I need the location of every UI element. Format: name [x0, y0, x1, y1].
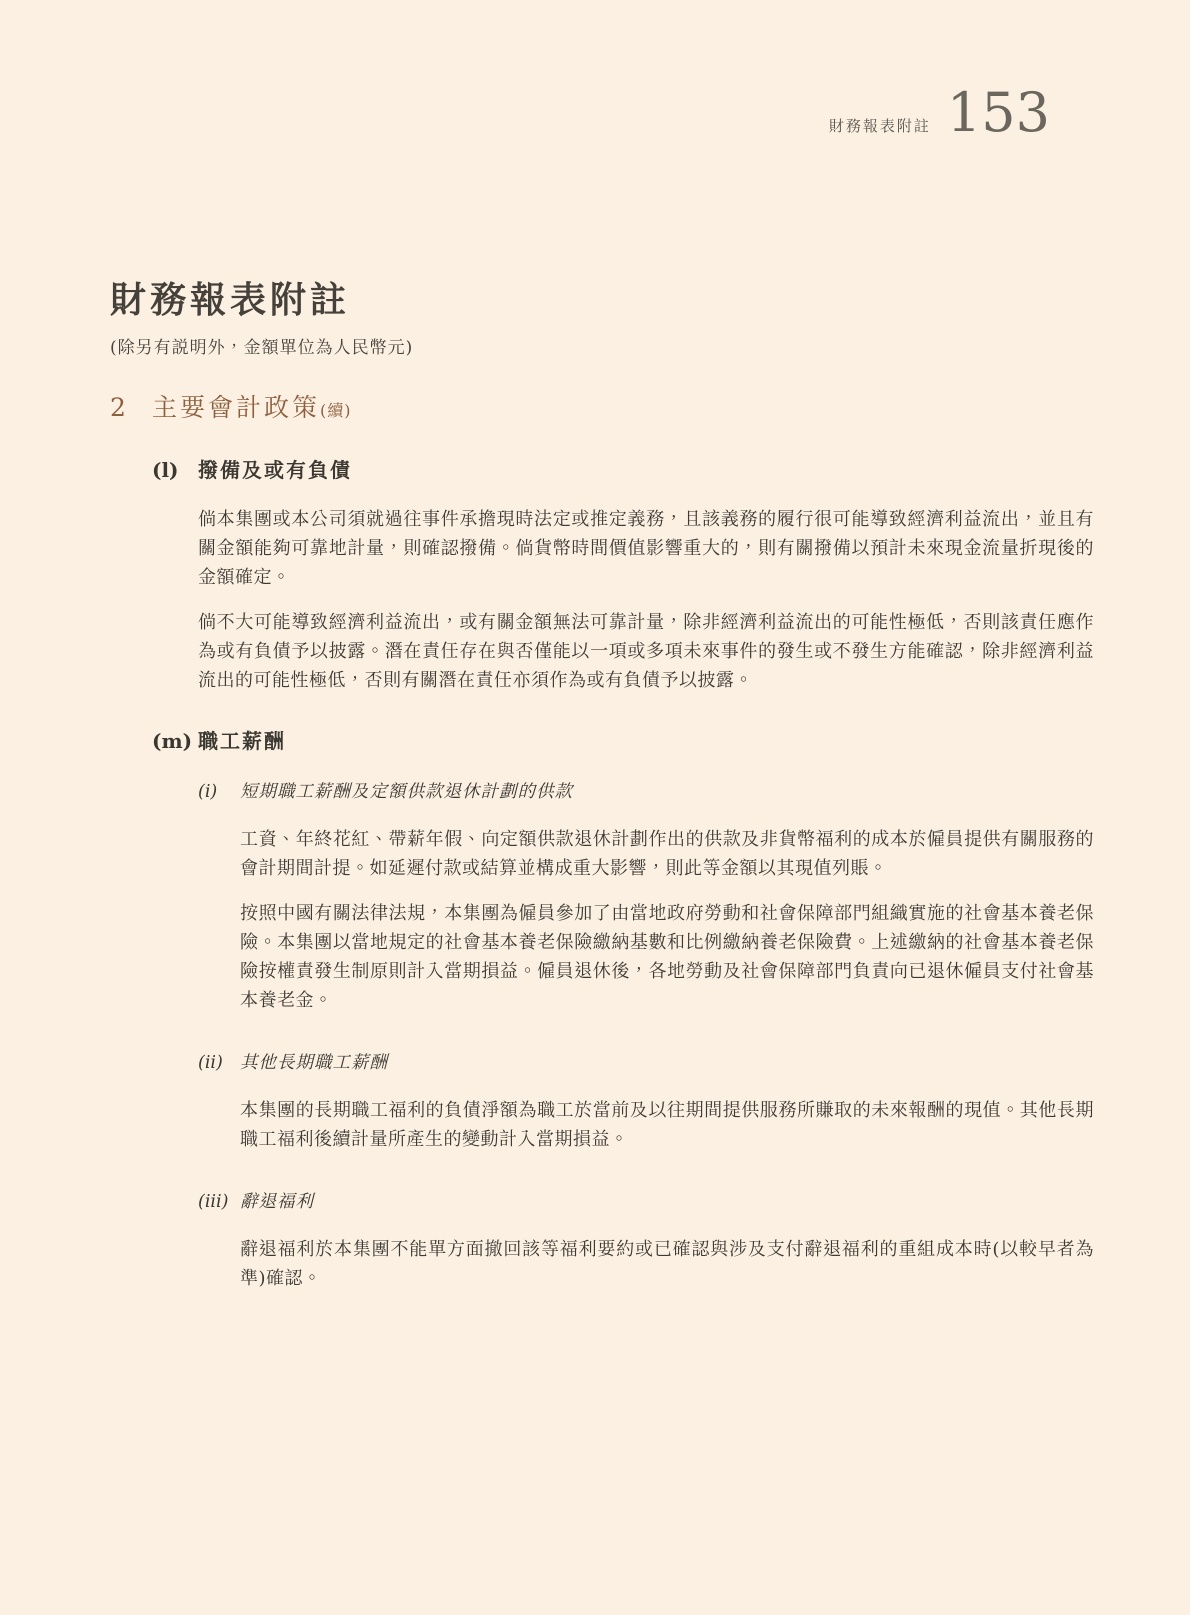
running-header-label: 財務報表附註: [828, 117, 931, 135]
running-header: [828, 81, 1050, 144]
subsection-m-label: (m): [152, 729, 193, 753]
paragraph: 本集團的長期職工福利的負債淨額為職工於當前及以往期間提供服務所賺取的未來報酬的現值。其他長期職工福利後續計量所產生的變動計入當期損益。: [240, 1100, 1094, 1150]
subsection-l-body: [198, 505, 1094, 695]
item-iii-title: 辭退福利: [240, 1192, 314, 1212]
section-title: 主要會計政策: [152, 393, 321, 422]
subsection-l-label: (l): [152, 458, 179, 482]
paragraph: 倘本集團或本公司須就過往事件承擔現時法定或推定義務，且該義務的履行很可能導致經濟利益流出，並且有關金額能夠可靠地計量，則確認撥備。倘貨幣時間價值影響重大的，則有關撥備以預計未來現金流量折現後的金額確定。: [198, 509, 1094, 588]
subsection-m: [110, 725, 1094, 1293]
document-title: 財務報表附註: [110, 279, 351, 321]
item-i-heading: [198, 778, 1094, 803]
document-subtitle: (除另有説明外，金額單位為人民幣元): [110, 338, 414, 358]
item-ii-heading: [198, 1049, 1094, 1074]
paragraph: 辭退福利於本集團不能單方面撤回該等福利要約或已確認與涉及支付辭退福利的重組成本時(以較早者為準)確認。: [240, 1239, 1094, 1289]
paragraph: 按照中國有關法律法規，本集團為僱員參加了由當地政府勞動和社會保障部門組織實施的社會基本養老保險。本集團以當地規定的社會基本養老保險繳納基數和比例繳納養老保險費。上述繳納的社會基本養老保險按權責發生制原則計入當期損益。僱員退休後，各地勞動及社會保障部門負責向已退休僱員支付社會基本養老金。: [240, 903, 1094, 1011]
item-i: [198, 778, 1094, 1015]
subsection-l: [110, 454, 1094, 695]
subsection-l-heading: [152, 454, 1094, 483]
item-i-label: (i): [198, 782, 218, 802]
subsection-l-title: 撥備及或有負債: [198, 458, 352, 482]
page-content: [110, 272, 1094, 1293]
item-iii: [198, 1188, 1094, 1293]
subsection-m-items: [198, 778, 1094, 1293]
page-number: 153: [946, 81, 1050, 144]
item-i-title: 短期職工薪酬及定額供款退休計劃的供款: [240, 782, 573, 802]
item-ii: [198, 1049, 1094, 1154]
subsection-m-heading: [152, 725, 1094, 754]
item-ii-body: [240, 1096, 1094, 1154]
paragraph: 工資、年終花紅、帶薪年假、向定額供款退休計劃作出的供款及非貨幣福利的成本於僱員提供有關服務的會計期間計提。如延遲付款或結算並構成重大影響，則此等金額以其現值列賬。: [240, 829, 1094, 879]
section-number: 2: [110, 393, 126, 422]
item-iii-label: (iii): [198, 1192, 229, 1212]
paragraph: 倘不大可能導致經濟利益流出，或有關金額無法可靠計量，除非經濟利益流出的可能性極低，否則該責任應作為或有負債予以披露。潛在責任存在與否僅能以一項或多項未來事件的發生或不發生方能確認，除非經濟利益流出的可能性極低，否則有關潛在責任亦須作為或有負債予以披露。: [198, 612, 1094, 691]
item-i-body: [240, 825, 1094, 1015]
subsection-m-title: 職工薪酬: [198, 729, 286, 753]
item-ii-label: (ii): [198, 1053, 223, 1073]
item-iii-heading: [198, 1188, 1094, 1213]
section-title-suffix: (續): [320, 401, 352, 420]
item-iii-body: [240, 1235, 1094, 1293]
section-heading: [110, 388, 1094, 424]
item-ii-title: 其他長期職工薪酬: [240, 1053, 388, 1073]
